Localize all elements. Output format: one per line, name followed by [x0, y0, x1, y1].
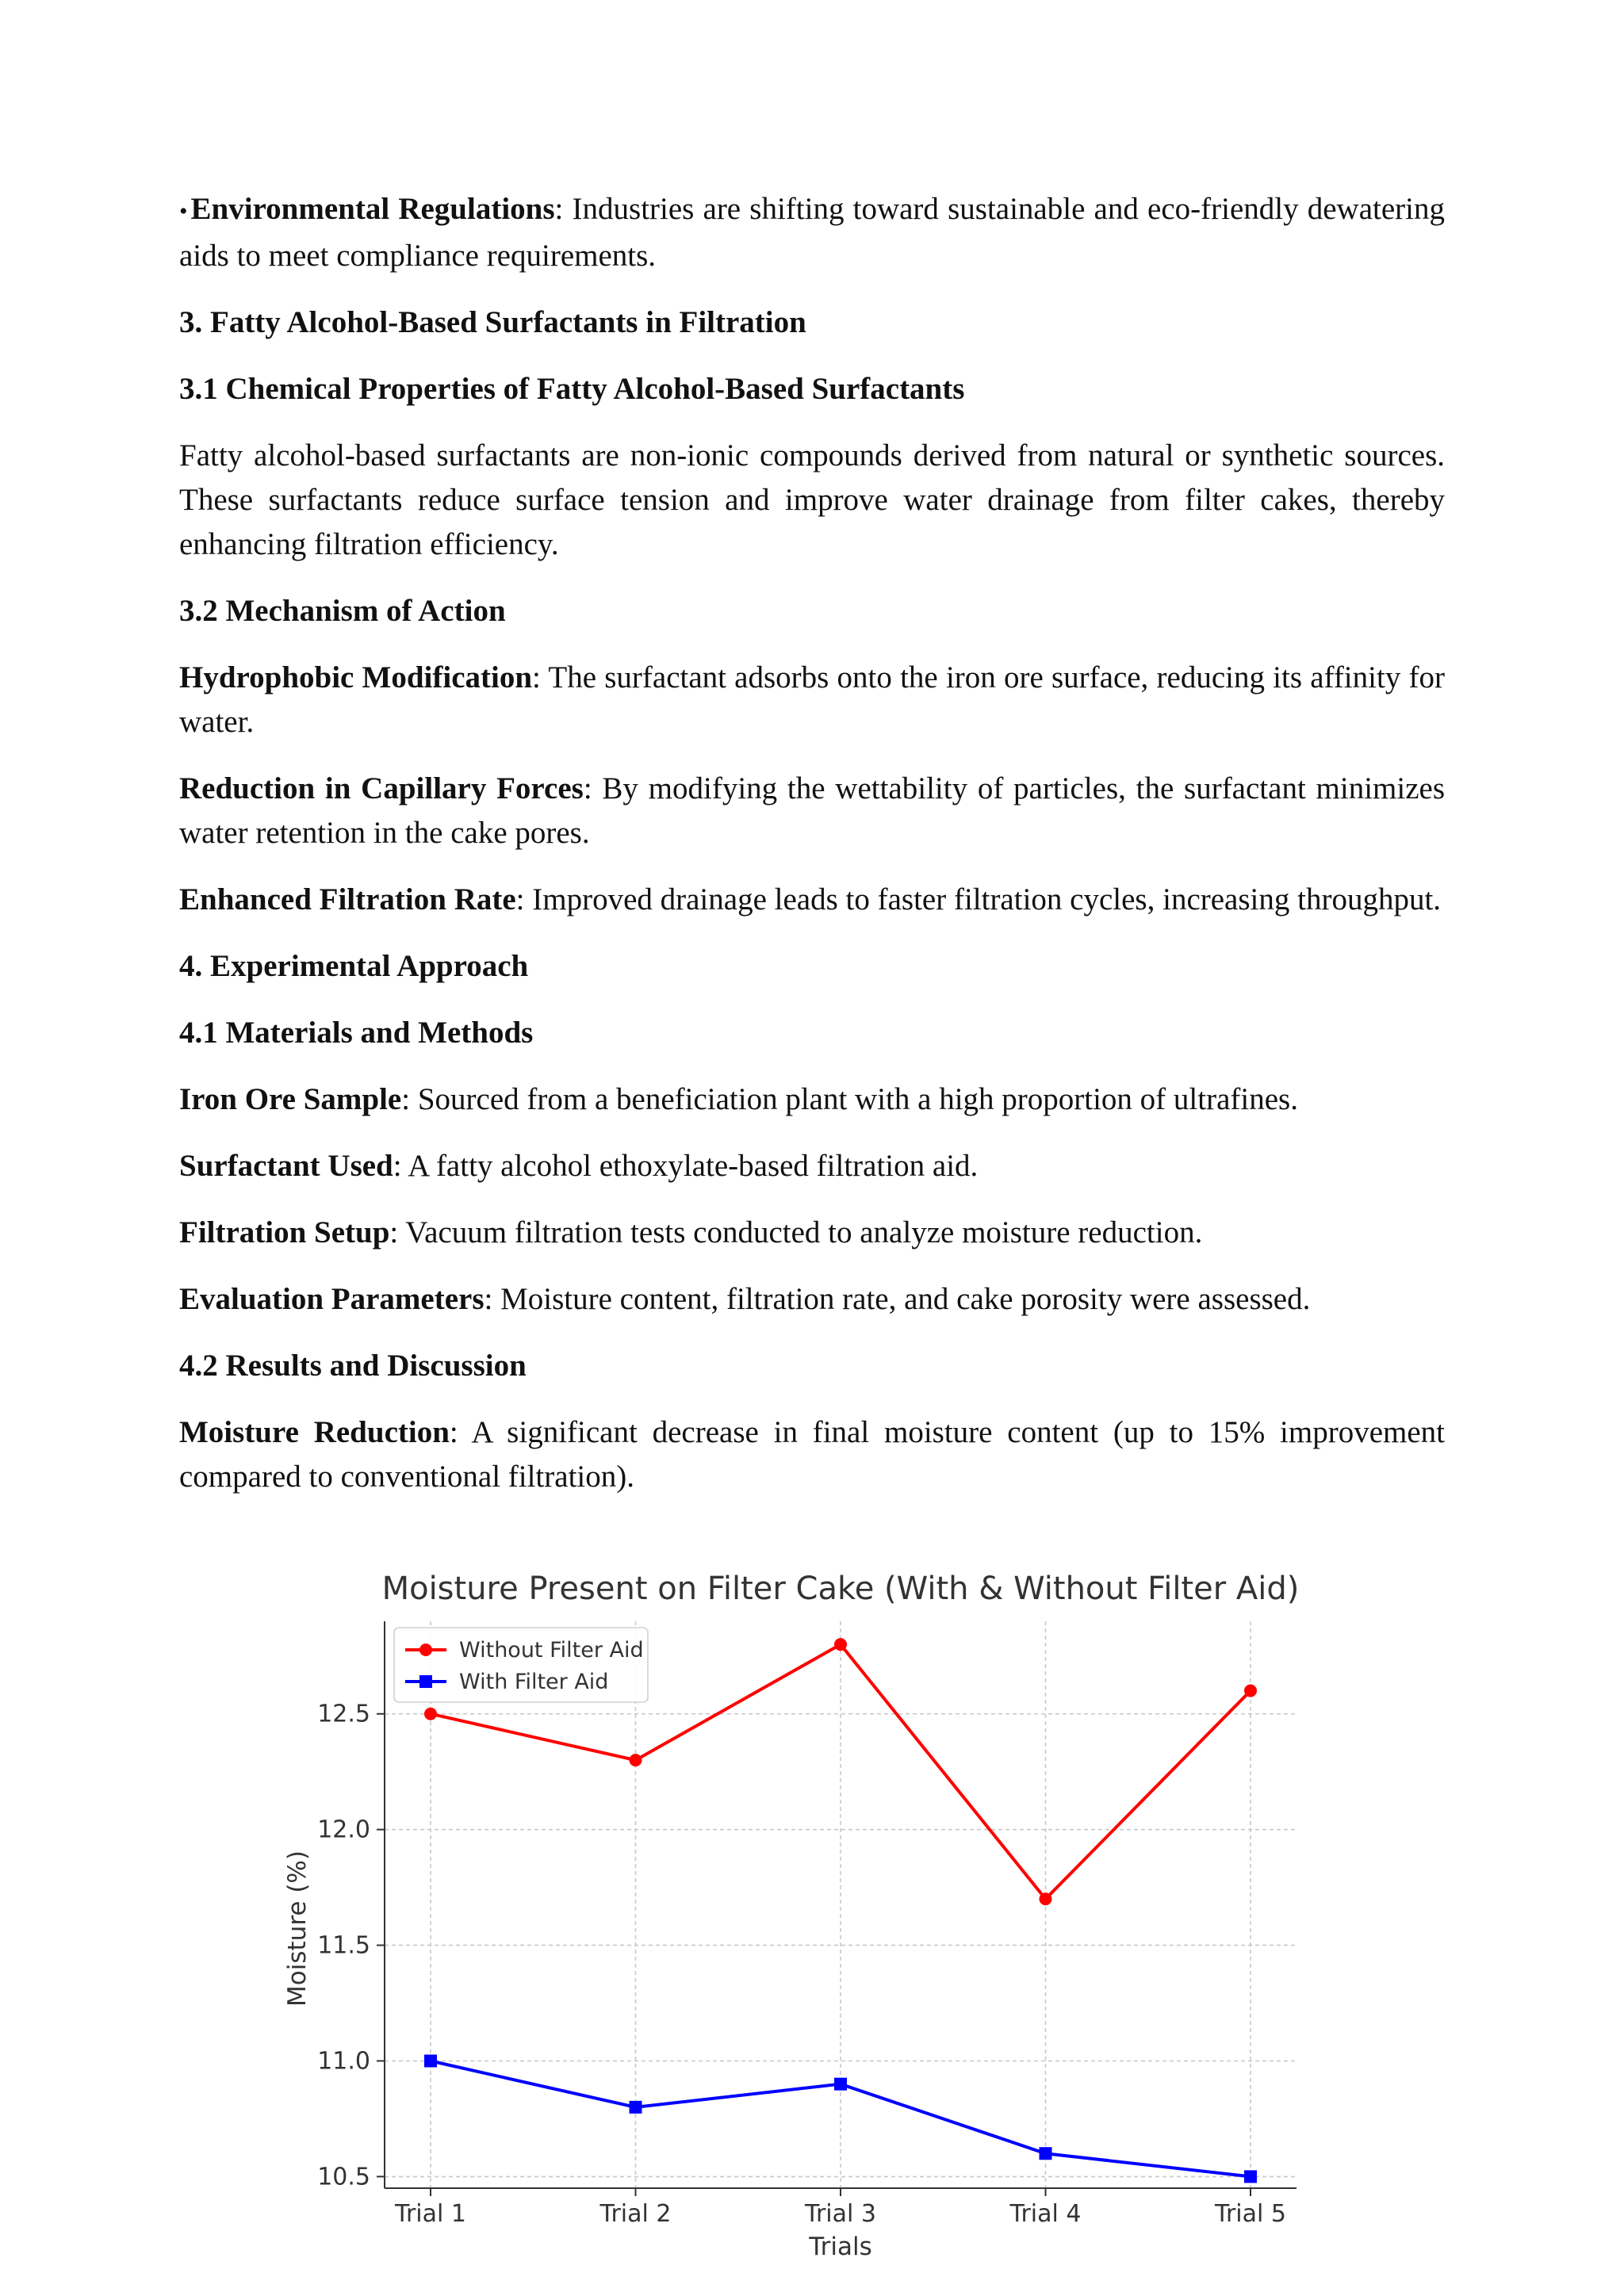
- section-heading: 3. Fatty Alcohol-Based Surfactants in Filtration: [179, 305, 806, 339]
- x-tick-label: Trial 3: [805, 2200, 876, 2228]
- legend-marker: [419, 1675, 432, 1688]
- bullet-icon: •: [179, 198, 188, 224]
- legend-label: Without Filter Aid: [459, 1638, 644, 1663]
- term-label: Filtration Setup: [179, 1215, 390, 1249]
- term-description: : By modifying the wettability of particles, the surfactant minimizes water retention in the cake pores.: [179, 771, 1445, 850]
- data-point: [424, 2054, 437, 2067]
- term-description: : Vacuum filtration tests conducted to analyze moisture reduction.: [389, 1215, 1203, 1249]
- bullet-paragraph: [179, 187, 1445, 278]
- term-paragraph: [179, 1144, 1445, 1188]
- term-paragraph: [179, 1077, 1445, 1122]
- data-point: [1244, 2170, 1257, 2183]
- term-description: : Industries are shifting toward sustainable and eco-friendly dewatering aids to meet compliance requirements.: [179, 192, 1446, 273]
- term-paragraph: [179, 1277, 1445, 1322]
- data-point: [630, 1754, 642, 1766]
- moisture-line-chart: [274, 1558, 1360, 2271]
- term-description: : Moisture content, filtration rate, and cake porosity were assessed.: [484, 1282, 1311, 1316]
- section-heading: 4.1 Materials and Methods: [179, 1016, 534, 1050]
- section-heading: 3.2 Mechanism of Action: [179, 594, 506, 628]
- legend-label: With Filter Aid: [459, 1670, 609, 1694]
- term-paragraph: [179, 1410, 1445, 1499]
- x-tick-label: Trial 1: [395, 2200, 466, 2228]
- term-description: : A fatty alcohol ethoxylate-based filtration aid.: [393, 1149, 979, 1183]
- term-description: : Sourced from a beneficiation plant with a high proportion of ultrafines.: [401, 1082, 1298, 1116]
- x-tick-label: Trial 2: [599, 2200, 672, 2228]
- chart-title: Moisture Present on Filter Cake (With & Without Filter Aid): [381, 1571, 1300, 1607]
- term-label: Environmental Regulations: [190, 192, 555, 226]
- term-label: Iron Ore Sample: [179, 1082, 402, 1116]
- term-paragraph: [179, 878, 1445, 922]
- term-label: Evaluation Parameters: [179, 1282, 485, 1316]
- data-point: [1040, 1892, 1052, 1905]
- term-label: Surfactant Used: [179, 1149, 393, 1183]
- data-point: [1040, 2147, 1052, 2160]
- term-description: : A significant decrease in final moisture content (up to 15% improvement compared to conventional filtration).: [179, 1415, 1446, 1494]
- data-point: [834, 2078, 847, 2091]
- data-point: [834, 1638, 847, 1651]
- moisture-chart-figure: [274, 1558, 1360, 2271]
- x-tick-label: Trial 5: [1215, 2200, 1286, 2228]
- term-paragraph: [179, 656, 1445, 744]
- data-point: [424, 1708, 437, 1720]
- term-description: : Improved drainage leads to faster filtration cycles, increasing throughput.: [515, 882, 1442, 916]
- y-axis-label: Moisture (%): [283, 1850, 312, 2007]
- section-heading: 3.1 Chemical Properties of Fatty Alcohol-Based Surfactants: [179, 372, 965, 406]
- y-tick-label: 12.0: [317, 1816, 370, 1844]
- y-tick-label: 11.0: [317, 2047, 370, 2076]
- data-point: [630, 2101, 642, 2114]
- term-label: Enhanced Filtration Rate: [179, 882, 516, 916]
- y-tick-label: 10.5: [317, 2163, 370, 2191]
- legend-marker: [419, 1644, 432, 1656]
- x-axis-label: Trials: [809, 2233, 872, 2261]
- section-heading: 4. Experimental Approach: [179, 949, 529, 983]
- term-paragraph: [179, 767, 1445, 855]
- term-label: Reduction in Capillary Forces: [179, 771, 584, 806]
- body-paragraph: Fatty alcohol-based surfactants are non-ionic compounds derived from natural or synthetic sources. These surfactants reduce surface tension and improve water drainage from filter cakes, thereby enhancing filtration efficiency.: [179, 438, 1445, 561]
- x-tick-label: Trial 4: [1009, 2200, 1082, 2228]
- document-body: [179, 187, 1445, 1521]
- data-point: [1244, 1685, 1257, 1697]
- term-paragraph: [179, 1211, 1445, 1255]
- term-label: Moisture Reduction: [179, 1415, 450, 1449]
- term-description: : The surfactant adsorbs onto the iron ore surface, reducing its affinity for water.: [179, 660, 1445, 739]
- section-heading: 4.2 Results and Discussion: [179, 1349, 527, 1383]
- y-tick-label: 12.5: [317, 1700, 370, 1728]
- term-label: Hydrophobic Modification: [179, 660, 533, 695]
- y-tick-label: 11.5: [317, 1931, 370, 1960]
